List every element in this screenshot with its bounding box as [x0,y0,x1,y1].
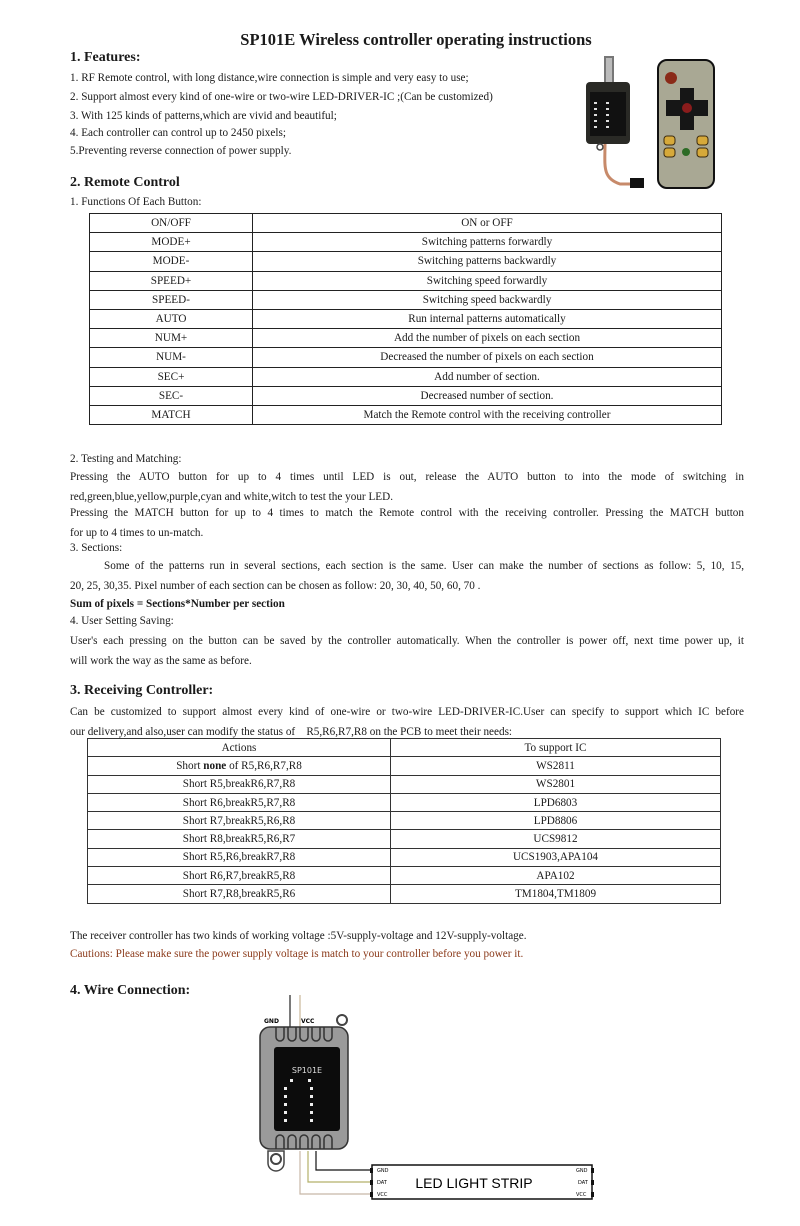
voltage-note: The receiver controller has two kinds of working voltage :5V-supply-voltage and 12V-supply-voltage. [70,930,527,942]
action-text: Short R6,R7,breakR5,R8 [182,869,296,882]
supported-ic: UCS1903,APA104 [391,848,721,866]
supported-ic: APA102 [391,867,721,885]
resistor-action [88,775,391,793]
led-strip-label: LED LIGHT STRIP [415,1175,533,1191]
sections-line: 20, 25, 30,35. Pixel number of each section can be chosen as follow: 20, 30, 40, 50, 60, 70 . [70,579,481,592]
button-function: Switching speed backwardly [253,290,722,309]
ic-support-row [88,775,721,793]
button-name: MODE+ [90,233,253,252]
button-name: SPEED- [90,290,253,309]
button-function-row [90,290,722,309]
action-text-bold: none [203,759,227,772]
ic-support-table [87,738,721,904]
supported-ic: LPD6803 [391,793,721,811]
button-function: Switching patterns forwardly [253,233,722,252]
resistor-action [88,812,391,830]
button-function-row [90,214,722,233]
button-function-row [90,386,722,405]
sections-heading: 3. Sections: [70,542,123,554]
strip-pin-out-vcc: VCC [576,1192,587,1198]
ic-support-row [88,757,721,775]
vcc-label: VCC [301,1018,315,1025]
testing-line: for up to 4 times to un-match. [70,526,204,539]
led-strip-icon [370,1165,594,1199]
button-function-row [90,271,722,290]
testing-heading: 2. Testing and Matching: [70,453,182,465]
strip-pin-in-gnd: GND [377,1168,389,1174]
strip-pin-in-vcc: VCC [377,1192,388,1198]
action-text: Short R5,breakR6,R7,R8 [182,778,296,791]
button-function-row [90,367,722,386]
resistor-action [88,793,391,811]
action-text: Short R7,breakR5,R6,R8 [182,814,296,827]
button-name: ON/OFF [90,214,253,233]
resistor-action [88,830,391,848]
controller-model-label: SP101E [291,1066,323,1075]
saving-paragraph [70,632,744,671]
ic-support-row [88,812,721,830]
controller-remote-photo [572,56,732,206]
document-title: SP101E Wireless controller operating instructions [240,30,592,49]
button-function-row [90,348,722,367]
feature-item: 4. Each controller can control up to 2450 pixels; [70,127,286,139]
ic-support-row [88,793,721,811]
button-function: Add the number of pixels on each section [253,329,722,348]
functions-subheading: 1. Functions Of Each Button: [70,196,202,208]
button-name: MODE- [90,252,253,271]
button-function: Switching speed forwardly [253,271,722,290]
remote-control-icon [658,60,714,188]
controller-device-icon [586,56,644,188]
saving-heading: 4. User Setting Saving: [70,615,174,627]
button-function: Decreased the number of pixels on each section [253,348,722,367]
button-functions-table [89,213,722,425]
button-function-row [90,329,722,348]
feature-item: 1. RF Remote control, with long distance,wire connection is simple and very easy to use; [70,72,469,84]
supported-ic: WS2811 [391,757,721,775]
resistor-action [88,848,391,866]
action-text: Short [176,759,204,772]
testing-line: Pressing the AUTO button for up to 4 times until LED is out, release the AUTO button to into the mode of switching in [70,471,744,483]
testing-paragraph-match [70,504,744,543]
feature-item: 5.Preventing reverse connection of power supply. [70,145,292,157]
button-function-row [90,405,722,424]
resistor-action [88,867,391,885]
supported-ic: TM1804,TM1809 [391,885,721,903]
action-text: of R5,R6,R7,R8 [226,759,302,772]
action-text: Short R5,R6,breakR7,R8 [182,851,296,864]
testing-line: red,green,blue,yellow,purple,cyan and white,witch to test the your LED. [70,490,393,503]
feature-item: 3. With 125 kinds of patterns,which are vivid and beautiful; [70,110,337,122]
strip-pin-out-dat: DAT [578,1180,588,1186]
button-name: SPEED+ [90,271,253,290]
receiving-paragraph [70,703,744,742]
button-function-row [90,252,722,271]
resistor-action [88,757,391,775]
testing-line: Pressing the MATCH button for up to 4 times to match the Remote control with the receiving controller. Pressing the MATCH button [70,507,744,519]
caution-note: Cautions: Please make sure the power supply voltage is match to your controller before you power it. [70,948,524,960]
supported-ic: WS2801 [391,775,721,793]
button-function-row [90,309,722,328]
wire-connection-diagram [250,995,600,1205]
strip-dat-wire [308,1151,372,1182]
strip-pin-in-dat: DAT [377,1180,387,1186]
ic-support-row [88,848,721,866]
action-text: Short R7,R8,breakR5,R6 [182,888,296,901]
button-name: NUM+ [90,329,253,348]
button-name: NUM- [90,348,253,367]
features-heading: 1. Features: [70,50,141,65]
feature-item: 2. Support almost every kind of one-wire or two-wire LED-DRIVER-IC ;(Can be customized) [70,91,493,103]
button-name: SEC+ [90,367,253,386]
receiving-controller-heading: 3. Receiving Controller: [70,683,214,698]
supported-ic: UCS9812 [391,830,721,848]
button-name: MATCH [90,405,253,424]
pixels-formula: Sum of pixels = Sections*Number per section [70,598,285,610]
sections-paragraph [70,557,744,596]
button-function-row [90,233,722,252]
ic-support-row [88,885,721,903]
header-actions: Actions [88,739,391,757]
action-text: Short R6,breakR5,R7,R8 [182,796,296,809]
strip-gnd-wire [316,1151,372,1170]
ic-support-row [88,867,721,885]
button-function: Add number of section. [253,367,722,386]
saving-line: User's each pressing on the button can be saved by the controller automatically. When the controller is power off, next time power up, it [70,635,744,647]
ic-support-row [88,830,721,848]
testing-paragraph-auto [70,468,744,507]
resistor-action [88,885,391,903]
button-function: Match the Remote control with the receiving controller [253,405,722,424]
button-function: ON or OFF [253,214,722,233]
table-header-row [88,739,721,757]
receiving-line: Can be customized to support almost every kind of one-wire or two-wire LED-DRIVER-IC.User can specify to support which IC before [70,706,744,718]
gnd-label: GND [264,1018,279,1025]
strip-pin-out-gnd: GND [576,1168,588,1174]
button-name: AUTO [90,309,253,328]
button-function: Decreased number of section. [253,386,722,405]
remote-control-heading: 2. Remote Control [70,175,180,190]
action-text: Short R8,breakR5,R6,R7 [182,833,296,846]
supported-ic: LPD8806 [391,812,721,830]
wire-connection-heading: 4. Wire Connection: [70,983,191,998]
strip-vcc-wire [300,1151,372,1194]
button-function: Switching patterns backwardly [253,252,722,271]
receiving-line: our delivery,and also,user can modify the status of R5,R6,R7,R8 on the PCB to meet their needs: [70,725,513,738]
header-support-ic: To support IC [391,739,721,757]
button-name: SEC- [90,386,253,405]
sections-line: Some of the patterns run in several sections, each section is the same. User can make the number of sections as follow: 5, 10, 15, [104,560,744,572]
button-function: Run internal patterns automatically [253,309,722,328]
sp101e-controller-icon [260,1015,348,1171]
saving-line: will work the way as the same as before. [70,654,252,667]
